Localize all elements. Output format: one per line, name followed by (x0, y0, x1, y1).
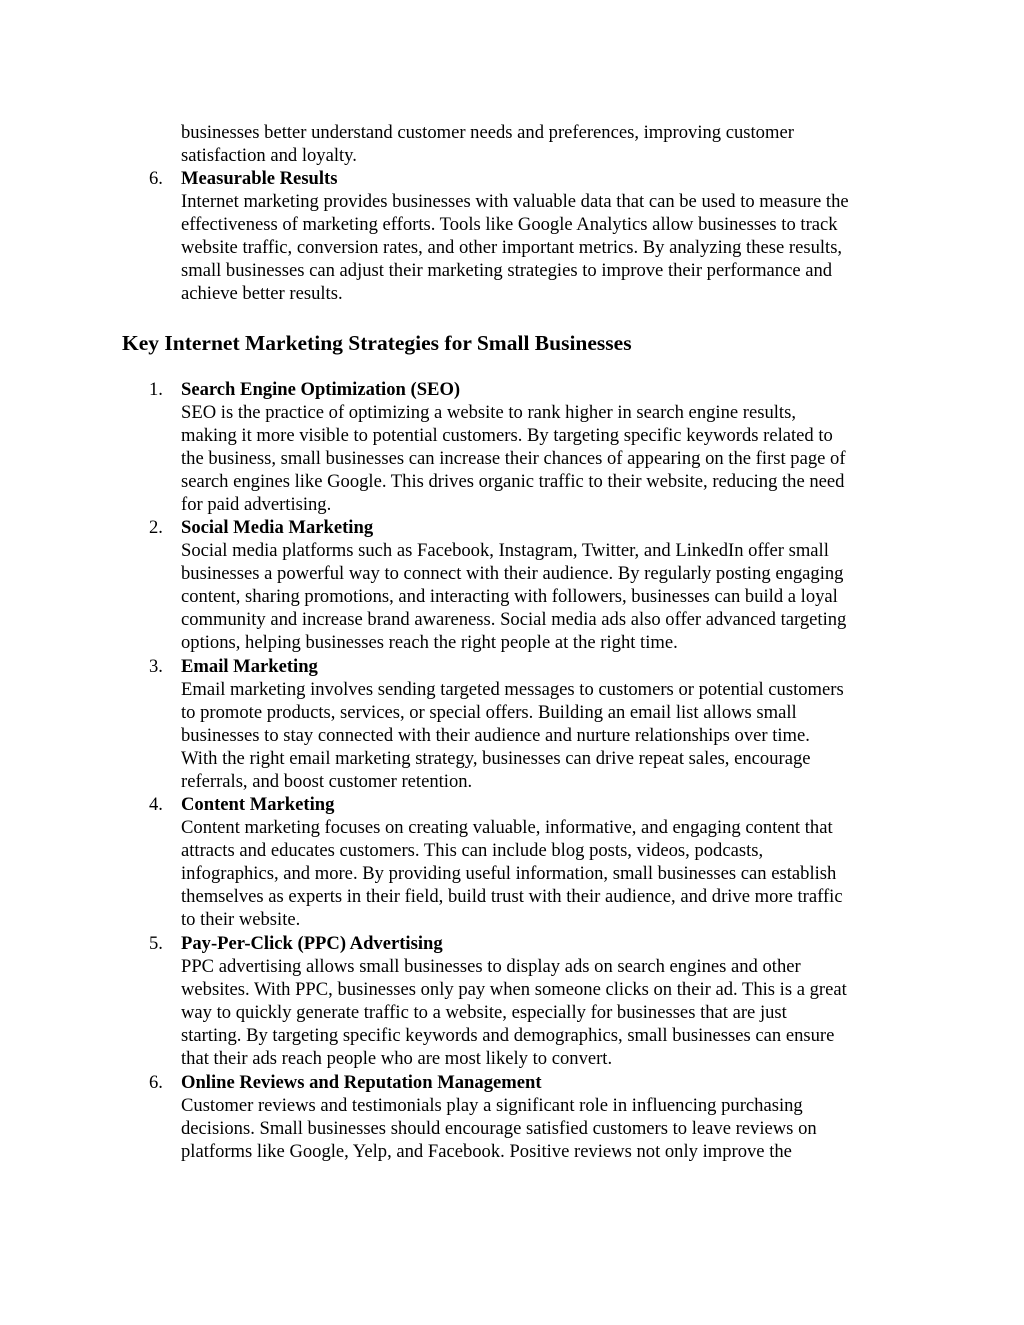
paragraph-line: achieve better results. (181, 283, 343, 304)
paragraph-line: to their website. (181, 909, 301, 930)
paragraph-line: website traffic, conversion rates, and other important metrics. By analyzing these results, (181, 237, 843, 258)
list-item-title: Content Marketing (181, 794, 335, 815)
paragraph-line: that their ads reach people who are most likely to convert. (181, 1048, 613, 1069)
list-item-title: Search Engine Optimization (SEO) (181, 379, 461, 400)
paragraph-line: infographics, and more. By providing useful information, small businesses can establish (181, 863, 837, 884)
paragraph-line: search engines like Google. This drives organic traffic to their website, reducing the need (181, 471, 845, 492)
paragraph-line: themselves as experts in their field, build trust with their audience, and drive more traffic (181, 886, 843, 907)
paragraph-line: platforms like Google, Yelp, and Facebook. Positive reviews not only improve the (181, 1141, 792, 1162)
list-item-title: Measurable Results (181, 168, 338, 189)
paragraph-line: businesses to stay connected with their audience and nurture relationships over time. (181, 725, 810, 746)
paragraph-line: Customer reviews and testimonials play a significant role in influencing purchasing (181, 1095, 803, 1116)
paragraph-line: websites. With PPC, businesses only pay when someone clicks on their ad. This is a great (181, 979, 847, 1000)
paragraph-line: options, helping businesses reach the right people at the right time. (181, 632, 678, 653)
list-item-title: Social Media Marketing (181, 517, 374, 538)
paragraph-line: content, sharing promotions, and interacting with followers, businesses can build a loyal (181, 586, 838, 607)
paragraph-line: way to quickly generate traffic to a website, especially for businesses that are just (181, 1002, 787, 1023)
list-item-number: 4. (149, 794, 163, 815)
paragraph-line: starting. By targeting specific keywords and demographics, small businesses can ensure (181, 1025, 835, 1046)
paragraph-line: for paid advertising. (181, 494, 332, 515)
section-heading: Key Internet Marketing Strategies for Small Businesses (122, 331, 632, 355)
paragraph-line: Internet marketing provides businesses with valuable data that can be used to measure the (181, 191, 849, 212)
paragraph-line: effectiveness of marketing efforts. Tools like Google Analytics allow businesses to track (181, 214, 838, 235)
paragraph-line: businesses a powerful way to connect with their audience. By regularly posting engaging (181, 563, 844, 584)
paragraph-line: community and increase brand awareness. Social media ads also offer advanced targeting (181, 609, 847, 630)
paragraph-line: Email marketing involves sending targeted messages to customers or potential customers (181, 679, 844, 700)
paragraph-line: decisions. Small businesses should encourage satisfied customers to leave reviews on (181, 1118, 817, 1139)
paragraph-line: small businesses can adjust their marketing strategies to improve their performance and (181, 260, 833, 281)
paragraph-line: making it more visible to potential customers. By targeting specific keywords related to (181, 425, 833, 446)
paragraph-line: SEO is the practice of optimizing a website to rank higher in search engine results, (181, 402, 796, 423)
paragraph-line: With the right email marketing strategy, businesses can drive repeat sales, encourage (181, 748, 811, 769)
paragraph-line: the business, small businesses can increase their chances of appearing on the first page of (181, 448, 846, 469)
list-item-number: 2. (149, 517, 163, 538)
list-item-number: 6. (149, 168, 163, 189)
list-item-number: 6. (149, 1072, 163, 1093)
paragraph-line: referrals, and boost customer retention. (181, 771, 473, 792)
paragraph-line: businesses better understand customer needs and preferences, improving customer (181, 122, 794, 143)
paragraph-line: Social media platforms such as Facebook, Instagram, Twitter, and LinkedIn offer small (181, 540, 829, 561)
list-item-number: 5. (149, 933, 163, 954)
list-item-title: Email Marketing (181, 656, 318, 677)
list-item-number: 3. (149, 656, 163, 677)
paragraph-line: PPC advertising allows small businesses to display ads on search engines and other (181, 956, 801, 977)
paragraph-line: to promote products, services, or special offers. Building an email list allows small (181, 702, 797, 723)
list-item-title: Online Reviews and Reputation Management (181, 1072, 542, 1093)
paragraph-line: satisfaction and loyalty. (181, 145, 357, 166)
paragraph-line: attracts and educates customers. This can include blog posts, videos, podcasts, (181, 840, 764, 861)
list-item-number: 1. (149, 379, 163, 400)
paragraph-line: Content marketing focuses on creating valuable, informative, and engaging content that (181, 817, 833, 838)
list-item-title: Pay-Per-Click (PPC) Advertising (181, 933, 443, 954)
